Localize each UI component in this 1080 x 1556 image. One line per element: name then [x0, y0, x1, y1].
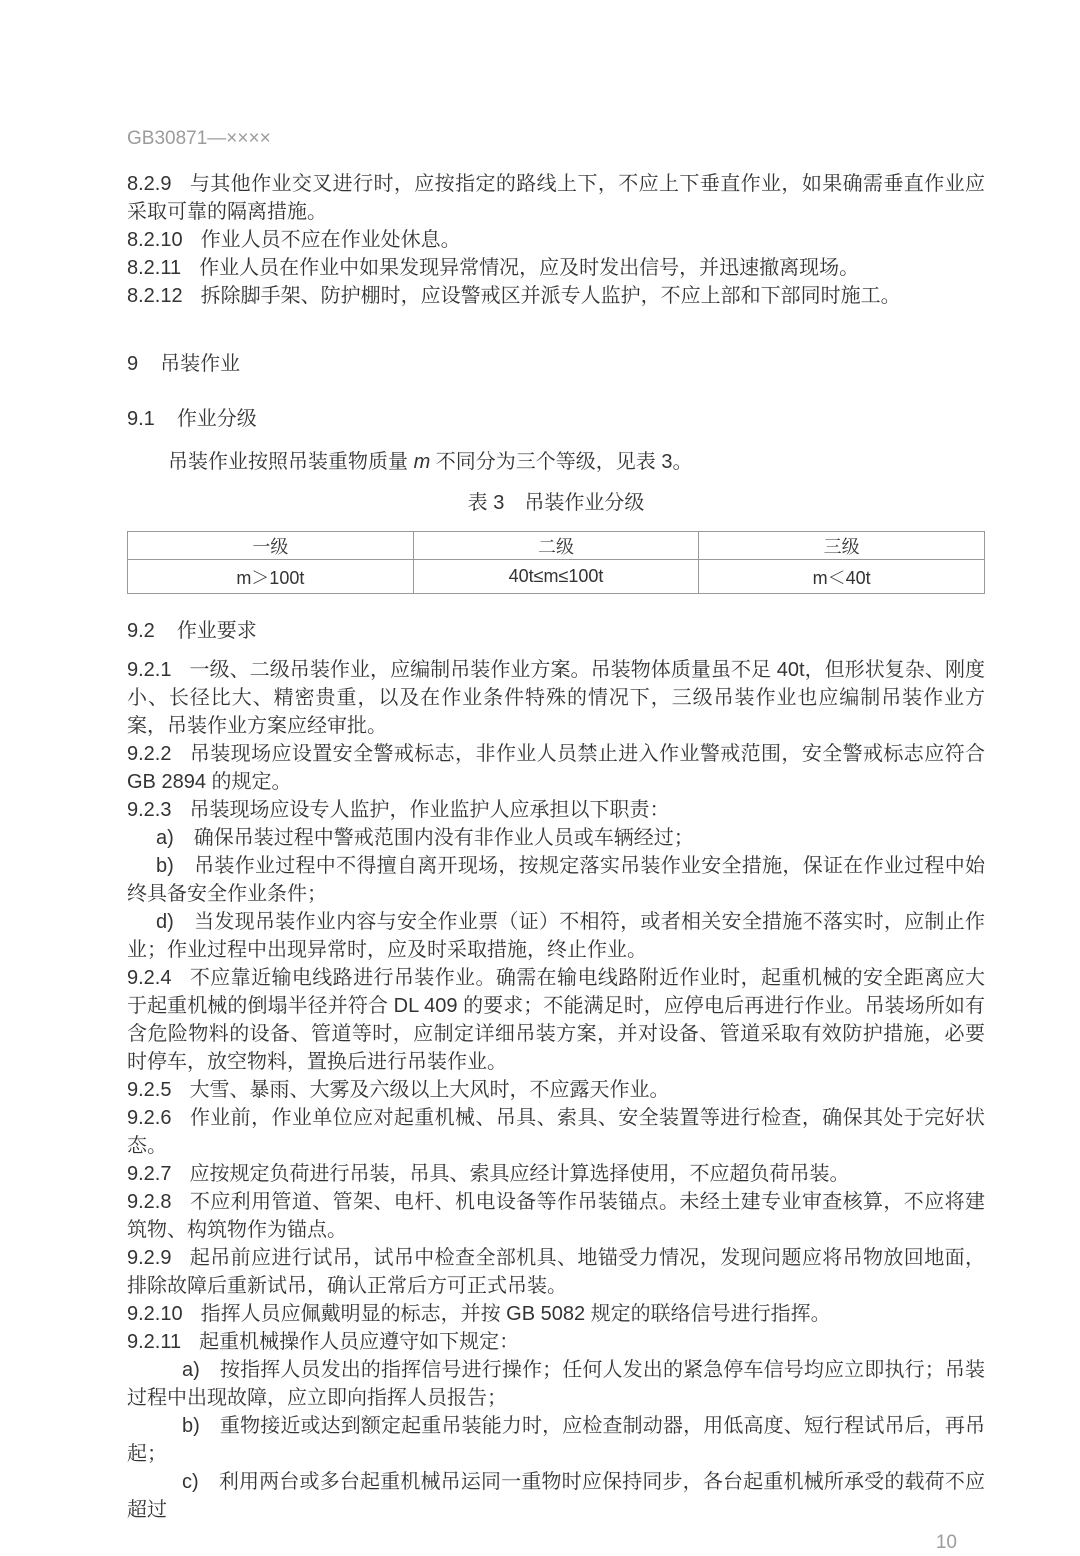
list-item-text: 吊装作业过程中不得擅自离开现场，按规定落实吊装作业安全措施，保证在作业过程中始终具备安全作业条件；	[127, 855, 985, 905]
clause-9-2-4	[127, 964, 985, 1076]
clause-text: 作业人员不应在作业处休息。	[200, 229, 461, 251]
list-item-text: 重物接近或达到额定起重吊装能力时，应检查制动器，用低高度、短行程试吊后，再吊起；	[127, 1415, 985, 1465]
section-9-2-body	[127, 656, 985, 1524]
clause-text: 不应靠近输电线路进行吊装作业。确需在输电线路附近作业时，起重机械的安全距离应大于起重机械的倒塌半径并符合 DL 409 的要求；不能满足时，应停电后再进行作业。吊装场所如有含危险物料的设备、管道等时，应制定详细吊装方案，并对设备、管道采取有效防护措施，必要时停车，放空物料，置换后进行吊装作业。	[127, 967, 985, 1073]
clause-9-2-6	[127, 1104, 985, 1160]
clause-number: 9.2.8	[127, 1191, 172, 1213]
intro-text-pre: 吊装作业按照吊装重物质量	[168, 451, 414, 473]
clause-text: 一级、二级吊装作业，应编制吊装作业方案。吊装物体质量虽不足 40t，但形状复杂、刚度小、长径比大、精密贵重，以及在作业条件特殊的情况下，三级吊装作业也应编制吊装作业方案，吊装作业方案应经审批。	[127, 659, 985, 737]
clause-9-2-9	[127, 1244, 985, 1300]
clause-8-2-9	[127, 170, 985, 226]
clause-text: 指挥人员应佩戴明显的标志，并按 GB 5082 规定的联络信号进行指挥。	[200, 1303, 831, 1325]
table-header-grade-3: 三级	[699, 532, 985, 560]
doc-code-header: GB30871—××××	[127, 128, 271, 149]
section-9-heading	[127, 350, 985, 378]
table-cell-grade-1: m＞100t	[128, 560, 414, 594]
section-number: 9.1	[127, 408, 155, 430]
list-item-c	[127, 1468, 985, 1524]
section-title: 吊装作业	[160, 353, 241, 375]
clause-8-2-12	[127, 282, 985, 310]
clause-number: 9.2.5	[127, 1079, 172, 1101]
clause-text: 拆除脚手架、防护棚时，应设警戒区并派专人监护，不应上部和下部同时施工。	[200, 285, 901, 307]
list-marker: a)	[182, 1359, 200, 1381]
clause-9-2-10	[127, 1300, 985, 1328]
table-caption: 表 3 吊装作业分级	[467, 492, 645, 514]
table-header-grade-2: 二级	[413, 532, 699, 560]
list-marker: a)	[156, 827, 174, 849]
clause-8-2-11	[127, 254, 985, 282]
table-cell-grade-2: 40t≤m≤100t	[413, 560, 699, 594]
section-9-1-heading	[127, 405, 985, 433]
list-marker: c)	[182, 1471, 199, 1493]
section-number: 9.2	[127, 620, 155, 642]
clause-number: 8.2.10	[127, 229, 183, 251]
clause-number: 9.2.11	[127, 1331, 182, 1353]
clause-text: 起吊前应进行试吊，试吊中检查全部机具、地锚受力情况，发现问题应将吊物放回地面，排除故障后重新试吊，确认正常后方可正式吊装。	[127, 1247, 985, 1297]
list-item-a	[127, 1356, 985, 1412]
clause-number: 8.2.12	[127, 285, 183, 307]
clause-9-2-5	[127, 1076, 985, 1104]
clause-text: 作业人员在作业中如果发现异常情况，应及时发出信号，并迅速撤离现场。	[199, 257, 860, 279]
list-item-text: 确保吊装过程中警戒范围内没有非作业人员或车辆经过；	[193, 827, 694, 849]
clause-9-2-11	[127, 1328, 985, 1356]
list-item-b	[127, 852, 985, 908]
list-item-text: 利用两台或多台起重机械吊运同一重物时应保持同步，各台起重机械所承受的载荷不应超过	[127, 1471, 985, 1521]
list-marker: b)	[156, 855, 174, 877]
variable-m: m	[413, 451, 431, 473]
list-item-a	[127, 824, 985, 852]
clause-number: 8.2.9	[127, 173, 172, 195]
table-3-hoisting-grades	[127, 531, 985, 594]
intro-paragraph	[127, 448, 985, 476]
clause-9-2-7	[127, 1160, 985, 1188]
list-marker: d)	[156, 911, 174, 933]
table-header-grade-1: 一级	[128, 532, 414, 560]
clause-9-2-8	[127, 1188, 985, 1244]
clause-text: 与其他作业交叉进行时，应按指定的路线上下，不应上下垂直作业，如果确需垂直作业应采取可靠的隔离措施。	[127, 173, 985, 223]
table-cell-grade-3: m＜40t	[699, 560, 985, 594]
section-title: 作业要求	[176, 620, 257, 642]
section-title: 作业分级	[176, 408, 257, 430]
table-header-row	[128, 532, 985, 560]
clause-number: 9.2.3	[127, 799, 172, 821]
clause-number: 9.2.7	[127, 1163, 172, 1185]
clause-8-2-10	[127, 226, 985, 254]
clause-number: 9.2.9	[127, 1247, 172, 1269]
clause-number: 9.2.4	[127, 967, 172, 989]
clause-number: 9.2.1	[127, 659, 172, 681]
intro-text-post: 不同分为三个等级，见表 3。	[430, 451, 693, 473]
clause-text: 大雪、暴雨、大雾及六级以上大风时，不应露天作业。	[189, 1079, 670, 1101]
clause-text: 不应利用管道、管架、电杆、机电设备等作吊装锚点。未经土建专业审查核算，不应将建筑物、构筑物作为锚点。	[127, 1191, 985, 1241]
clause-number: 9.2.2	[127, 743, 172, 765]
section-9-2-heading	[127, 617, 985, 645]
section-number: 9	[127, 353, 139, 375]
clause-text: 作业前，作业单位应对起重机械、吊具、索具、安全装置等进行检查，确保其处于完好状态。	[127, 1107, 985, 1157]
clause-number: 9.2.6	[127, 1107, 172, 1129]
list-item-text: 按指挥人员发出的指挥信号进行操作；任何人发出的紧急停车信号均应立即执行；吊装过程中出现故障，应立即向指挥人员报告；	[127, 1359, 985, 1409]
clause-9-2-3	[127, 796, 985, 824]
list-item-text: 当发现吊装作业内容与安全作业票（证）不相符，或者相关安全措施不落实时，应制止作业；作业过程中出现异常时，应及时采取措施，终止作业。	[127, 911, 985, 961]
clause-text: 应按规定负荷进行吊装，吊具、索具应经计算选择使用，不应超负荷吊装。	[189, 1163, 850, 1185]
list-item-d	[127, 908, 985, 964]
clause-text: 吊装现场应设置安全警戒标志，非作业人员禁止进入作业警戒范围，安全警戒标志应符合 GB 2894 的规定。	[127, 743, 985, 793]
clause-text: 起重机械操作人员应遵守如下规定：	[199, 1331, 520, 1353]
list-item-b	[127, 1412, 985, 1468]
list-marker: b)	[182, 1415, 200, 1437]
clause-number: 9.2.10	[127, 1303, 183, 1325]
clause-9-2-2	[127, 740, 985, 796]
clause-text: 吊装现场应设专人监护，作业监护人应承担以下职责：	[189, 799, 670, 821]
clause-number: 8.2.11	[127, 257, 182, 279]
table-data-row	[128, 560, 985, 594]
clause-9-2-1	[127, 656, 985, 740]
page-number: 10	[935, 1532, 957, 1553]
